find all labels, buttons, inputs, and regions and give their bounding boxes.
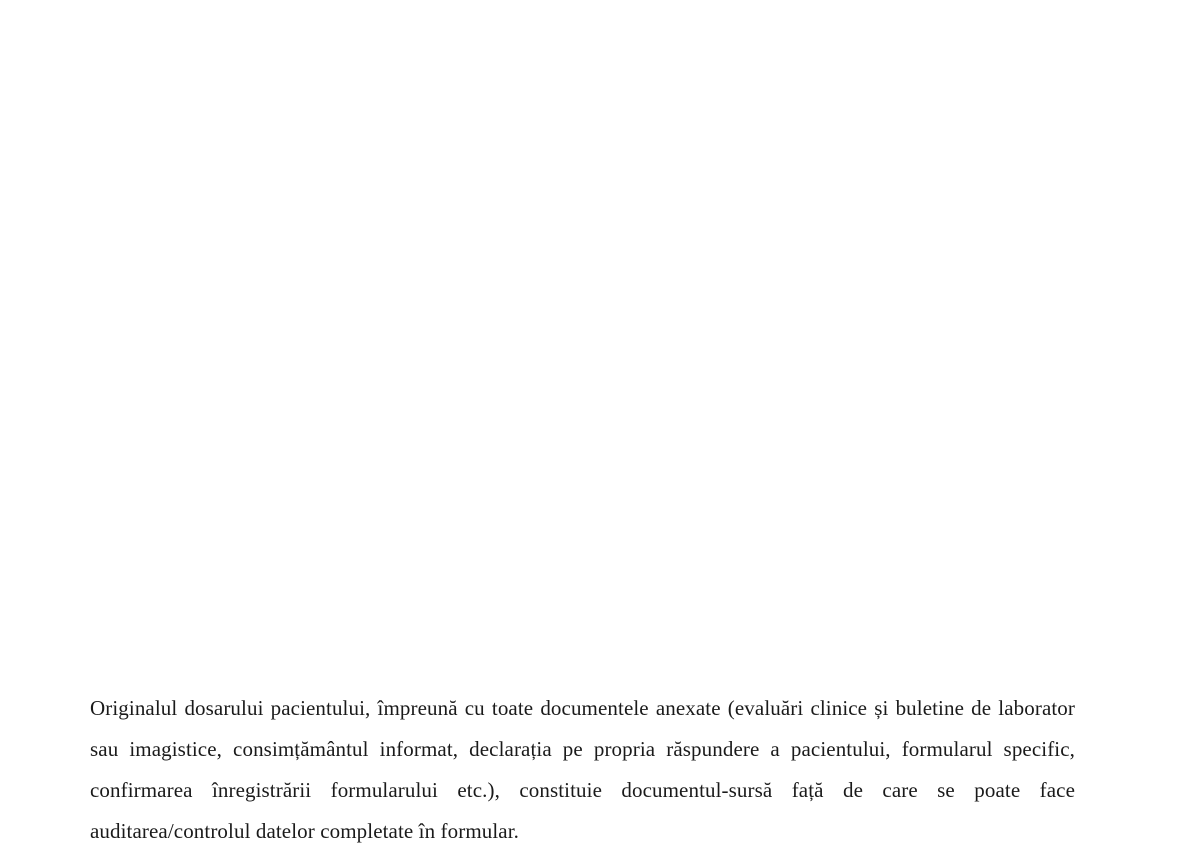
body-paragraph: Originalul dosarului pacientului, împreună cu toate documentele anexate (evaluări clinice și buletine de laborator sau imagistice, consimțământul informat, declarația pe propria răspundere a pacientului, formularul specific, confirmarea înregistrării formularului etc.), constituie documentul-sursă față de care se poate face auditarea/controlul datelor completate în formular. bbox=[90, 696, 1075, 843]
